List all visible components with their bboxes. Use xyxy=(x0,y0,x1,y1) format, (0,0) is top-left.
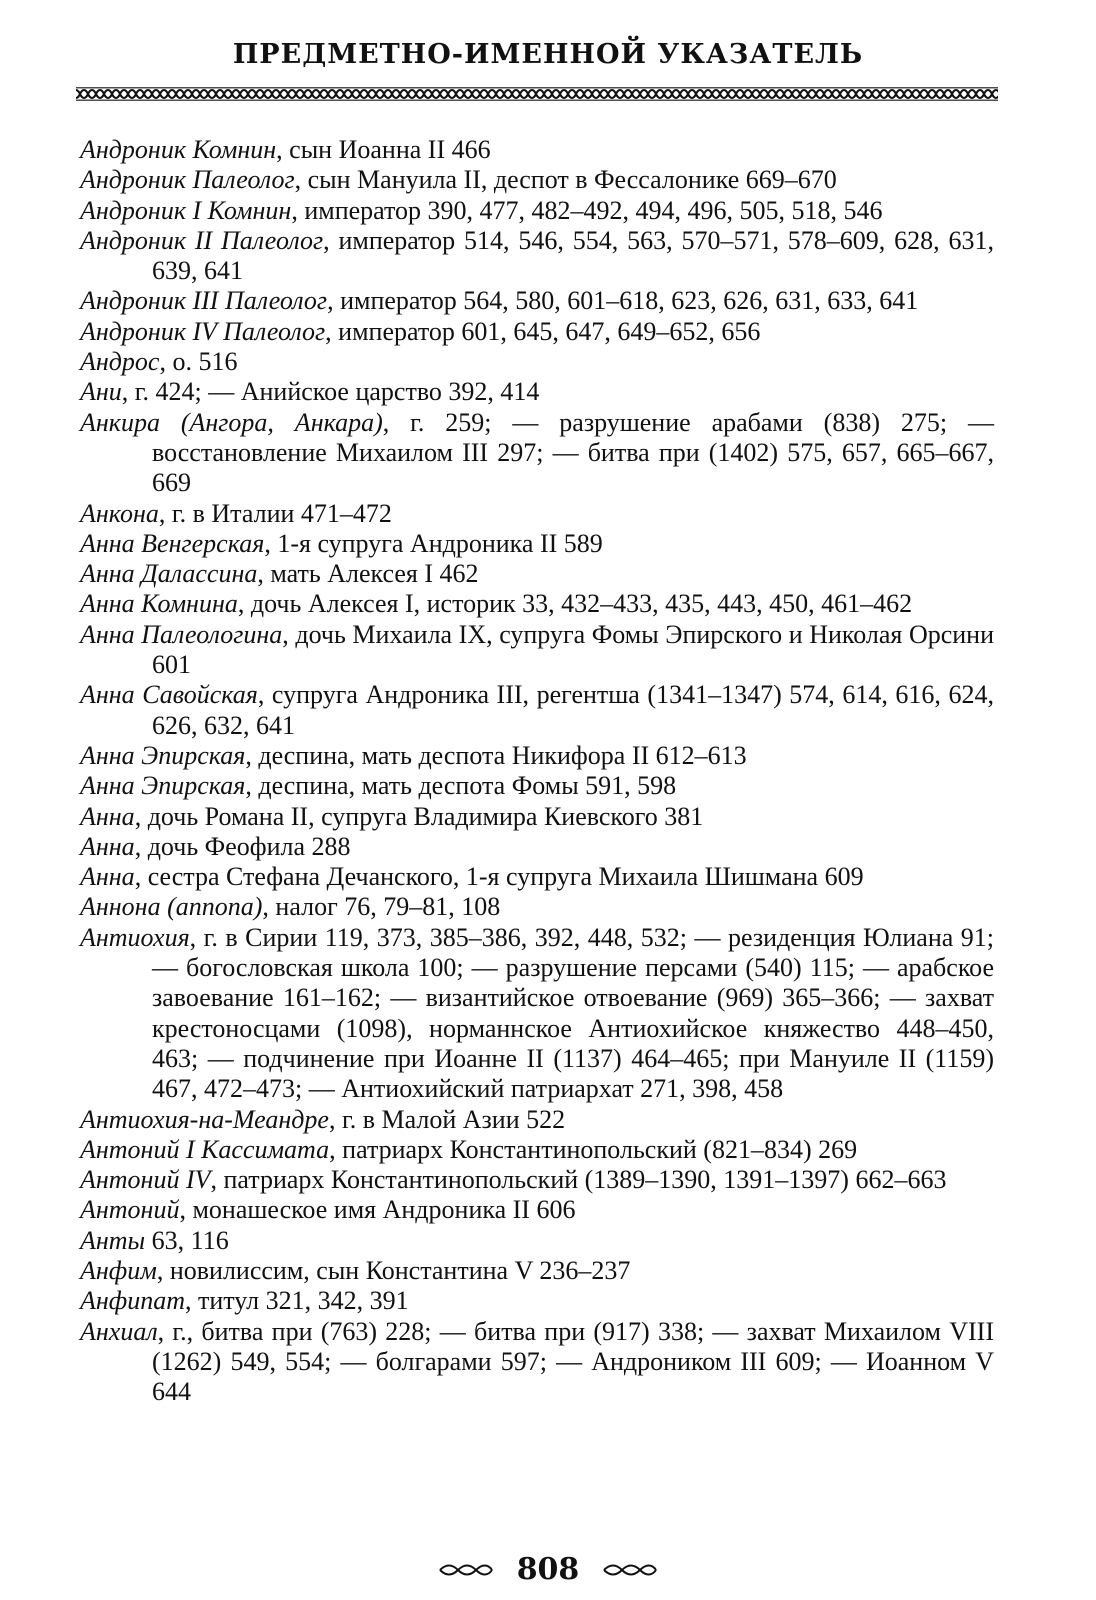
entry-term: Анна Эпирская xyxy=(80,740,246,770)
entry-text: , сын Иоанна II 466 xyxy=(276,135,491,164)
entry-term: Антоний IV xyxy=(80,1165,211,1195)
index-entry xyxy=(80,317,994,347)
entry-term: Андроник II Палеолог xyxy=(80,225,324,255)
entry-term: Андроник Комнин xyxy=(80,135,277,164)
index-entry xyxy=(80,1317,994,1408)
index-entry xyxy=(80,832,994,862)
page-number: 808 xyxy=(516,1552,580,1587)
entry-text: , дочь Феофила 288 xyxy=(134,831,351,861)
index-entry xyxy=(80,892,994,922)
index-entry xyxy=(80,680,994,741)
entry-term: Антиохия xyxy=(80,922,190,952)
entry-text: , император 514, 546, 554, 563, 570–571, 578–609, 628, 631, 639, 641 xyxy=(152,225,994,286)
entry-term: Анхиал xyxy=(80,1316,158,1346)
index-entry xyxy=(80,135,994,165)
index-entry xyxy=(80,226,994,287)
entry-text: , деспина, мать деспота Фомы 591, 598 xyxy=(245,771,677,801)
index-entry xyxy=(80,862,994,892)
index-entry xyxy=(80,771,994,801)
entry-text: , деспина, мать деспота Никифора II 612–613 xyxy=(245,740,747,770)
entry-term: Анфим xyxy=(80,1255,157,1285)
entry-term: Анна Эпирская xyxy=(80,771,246,801)
entry-term: Андроник III Палеолог xyxy=(80,286,328,316)
entry-term: Анна xyxy=(80,862,135,892)
entry-text: , новилиссим, сын Константина V 236–237 xyxy=(156,1255,631,1285)
index-entry xyxy=(80,559,994,589)
entry-text: , дочь Михаила IX, супруга Фомы Эпирского и Николая Орсини 601 xyxy=(152,619,995,680)
entry-term: Ани xyxy=(80,377,122,407)
entry-term: Анты xyxy=(80,1225,146,1255)
entry-term: Анна xyxy=(80,801,135,831)
index-entry xyxy=(80,1286,994,1316)
entry-text: , г. в Италии 471–472 xyxy=(158,498,392,528)
index-entry xyxy=(80,1256,994,1286)
entry-text: , монашеское имя Андроника II 606 xyxy=(179,1195,576,1225)
entry-term: Андроник I Комнин xyxy=(80,195,292,225)
entry-term: Антиохия-на-Меандре xyxy=(80,1104,329,1134)
index-entry xyxy=(80,499,994,529)
entry-term: Анкира (Ангора, Анкара) xyxy=(80,407,383,437)
entry-term: Аннона (annona) xyxy=(80,892,263,922)
entry-text: , патриарх Константинопольский (1389–1390, 1391–1397) 662–663 xyxy=(210,1165,947,1195)
entry-term: Андроник Палеолог xyxy=(80,165,295,195)
entry-term: Анна Далассина xyxy=(80,559,258,589)
entry-term: Анкона xyxy=(80,498,159,528)
entry-text: , сын Мануила II, деспот в Фессалонике 669–670 xyxy=(294,165,837,195)
entry-term: Андрос xyxy=(80,347,160,377)
entry-text: , титул 321, 342, 391 xyxy=(185,1286,409,1316)
entry-text: , патриарх Константинопольский (821–834) 269 xyxy=(329,1134,858,1164)
entry-text: , император 390, 477, 482–492, 494, 496, 505, 518, 546 xyxy=(291,195,883,225)
entry-text: , император 601, 645, 647, 649–652, 656 xyxy=(325,316,761,346)
entry-term: Анна Савойская xyxy=(80,680,258,710)
page-footer xyxy=(0,1552,1096,1587)
index-entry xyxy=(80,1195,994,1225)
entry-term: Анна Палеологина xyxy=(80,619,283,649)
page-header-title: ПРЕДМЕТНО-ИМЕННОЙ УКАЗАТЕЛЬ xyxy=(232,39,864,70)
index-entry xyxy=(80,589,994,619)
entry-text: , г., битва при (763) 228; — битва при (917) 338; — захват Михаилом VIII (1262) 549, 554; — болгарами 597; — Андроником III 609; — Иоанном V 644 xyxy=(152,1316,994,1407)
entry-text: , о. 516 xyxy=(159,347,238,377)
index-entries xyxy=(80,135,994,1407)
index-entry xyxy=(80,802,994,832)
index-entry xyxy=(80,347,994,377)
index-entry xyxy=(80,165,994,195)
entry-term: Антоний I Кассимата xyxy=(80,1134,330,1164)
entry-text: , г. в Сирии 119, 373, 385–386, 392, 448, 532; — резиденция Юлиана 91; — богословская школа 100; — разрушение персами (540) 115; — арабское завоевание 161–162; — византийское отвоевание (969) 365–366; — захват крестоносцами (1098), норманнское Антиохийское княжество 448–450, 463; — подчинение при Иоанне II (1137) 464–465; при Мануиле II (1159) 467, 472–473; — Антиохийский патриархат 271, 398, 458 xyxy=(152,922,994,1104)
index-entry xyxy=(80,741,994,771)
entry-text: , сестра Стефана Дечанского, 1-я супруга Михаила Шишмана 609 xyxy=(134,862,864,892)
index-entry xyxy=(80,620,994,681)
entry-text: 63, 116 xyxy=(145,1225,229,1255)
index-entry xyxy=(80,1135,994,1165)
entry-term: Анна Венгерская xyxy=(80,528,265,558)
entry-term: Антоний xyxy=(80,1195,180,1225)
entry-term: Анфипат xyxy=(80,1286,186,1316)
entry-text: , г. в Малой Азии 522 xyxy=(328,1104,566,1134)
entry-text: , 1-я супруга Андроника II 589 xyxy=(264,528,603,558)
index-entry xyxy=(80,408,994,499)
footer-ornament-right xyxy=(602,1563,658,1577)
index-entry xyxy=(80,1226,994,1256)
entry-text: , г. 259; — разрушение арабами (838) 275; — восстановление Михаилом III 297; — битва при (1402) 575, 657, 665–667, 669 xyxy=(152,407,994,498)
index-entry xyxy=(80,286,994,316)
entry-text: , налог 76, 79–81, 108 xyxy=(262,892,501,922)
entry-term: Анна Комнина xyxy=(80,589,238,619)
entry-text: , император 564, 580, 601–618, 623, 626, 631, 633, 641 xyxy=(327,286,919,316)
entry-text: , г. 424; — Анийское царство 392, 414 xyxy=(121,377,540,407)
entry-term: Анна xyxy=(80,831,135,861)
index-entry xyxy=(80,1165,994,1195)
entry-text: , супруга Андроника III, регентша (1341–1347) 574, 614, 616, 624, 626, 632, 641 xyxy=(152,680,994,740)
footer-ornament-left xyxy=(438,1563,494,1577)
header-ornament-band xyxy=(76,87,998,101)
entry-text: , мать Алексея I 462 xyxy=(257,559,479,589)
entry-term: Андроник IV Палеолог xyxy=(80,316,326,346)
index-entry xyxy=(80,377,994,407)
index-entry xyxy=(80,923,994,1105)
index-entry xyxy=(80,1105,994,1135)
entry-text: , дочь Алексея I, историк 33, 432–433, 435, 443, 450, 461–462 xyxy=(237,589,913,619)
index-entry xyxy=(80,196,994,226)
entry-text: , дочь Романа II, супруга Владимира Киевского 381 xyxy=(134,801,704,831)
index-entry xyxy=(80,529,994,559)
